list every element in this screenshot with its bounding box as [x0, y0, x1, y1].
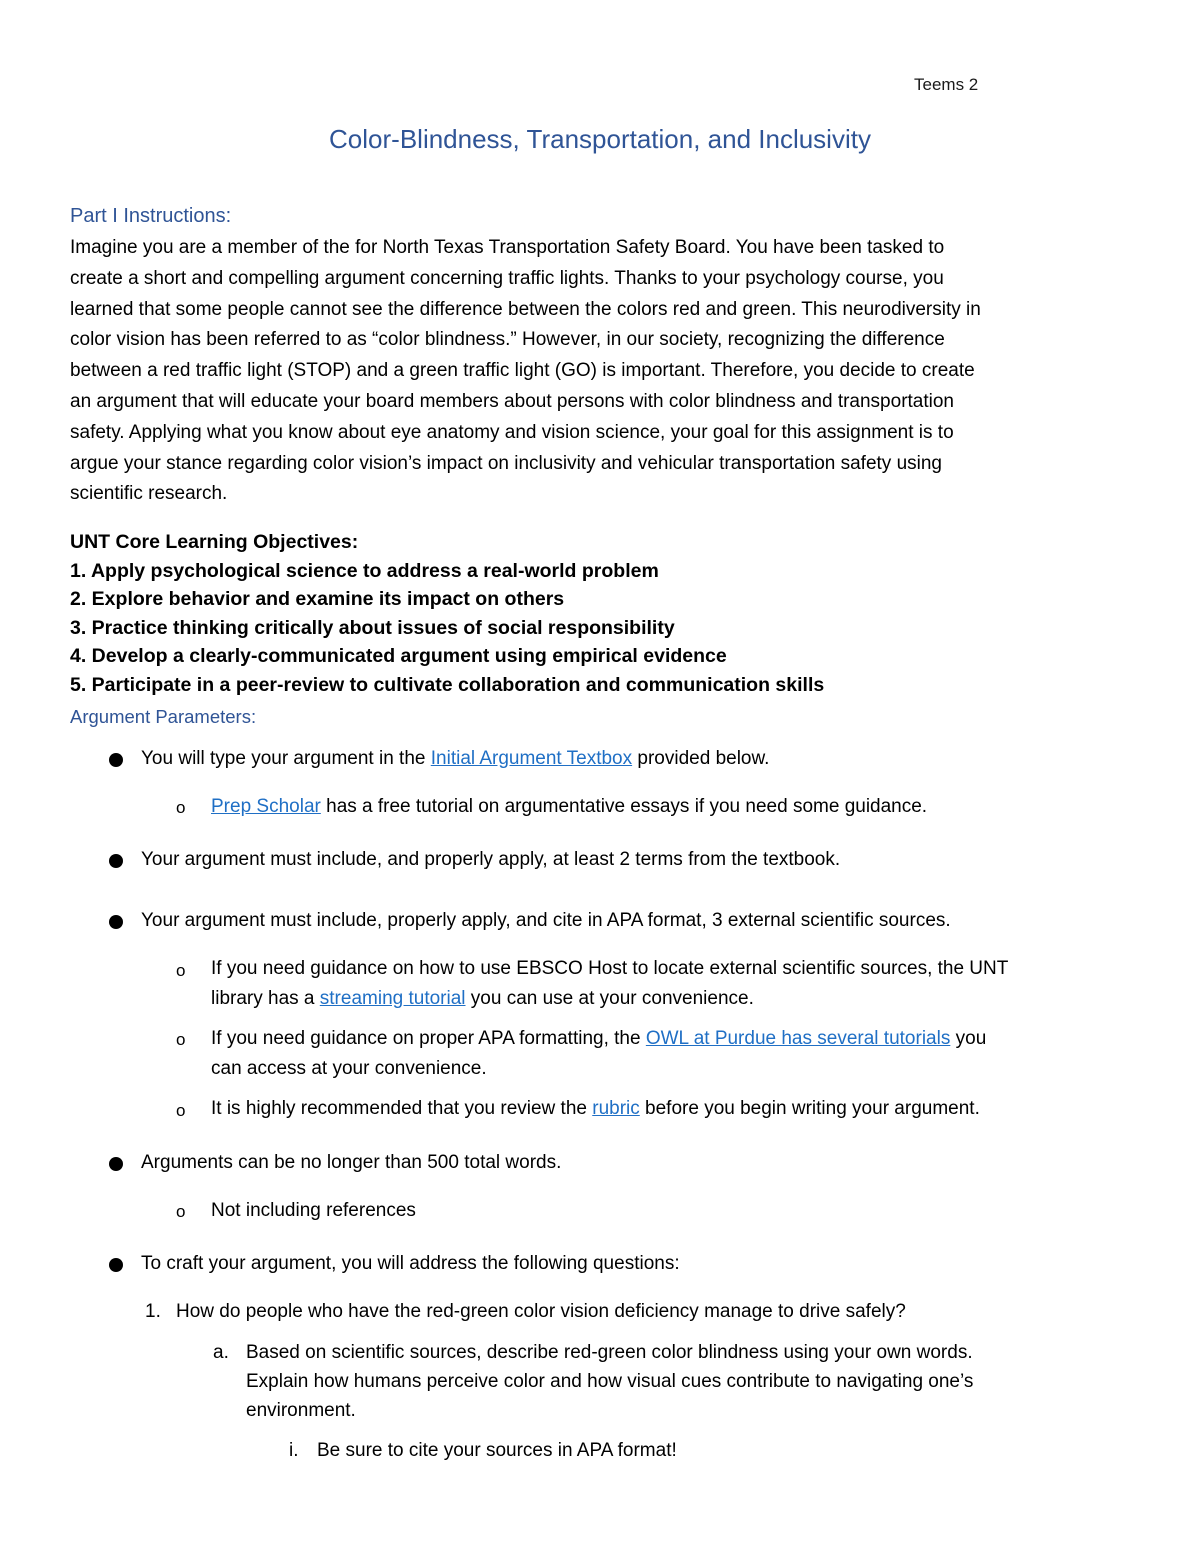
- bullet-dot-icon: [109, 854, 123, 868]
- objective-item: 1. Apply psychological science to address a real-world problem: [70, 559, 659, 582]
- circle-bullet-icon: o: [176, 1030, 186, 1049]
- subbullet-apa-line1: If you need guidance on proper APA formatting, the OWL at Purdue has several tutorials you: [211, 1028, 987, 1049]
- owl-purdue-link[interactable]: OWL at Purdue has several tutorials: [645, 1028, 951, 1049]
- subquestion-a-line: Explain how humans perceive color and how visual cues contribute to navigating one’s: [246, 1371, 974, 1392]
- objectives-heading: UNT Core Learning Objectives:: [70, 531, 359, 553]
- instructions-line: create a short and compelling argument concerning traffic lights. Thanks to your psychology course, you: [70, 267, 944, 289]
- page-header-label: Teems 2: [914, 75, 979, 94]
- document-title: Color-Blindness, Transportation, and Inclusivity: [329, 124, 871, 154]
- bullet-textbook-terms: Your argument must include, and properly apply, at least 2 terms from the textbook.: [141, 849, 841, 870]
- bullet-dot-icon: [109, 753, 123, 767]
- bullet-dot-icon: [109, 915, 123, 929]
- objective-item: 5. Participate in a peer-review to cultivate collaboration and communication skills: [70, 673, 825, 696]
- part1-heading: Part I Instructions:: [70, 205, 232, 227]
- subquestion-letter: a.: [213, 1342, 229, 1363]
- circle-bullet-icon: o: [176, 961, 186, 980]
- question-number: 1.: [145, 1301, 161, 1322]
- circle-bullet-icon: o: [176, 1202, 186, 1221]
- instructions-line: scientific research.: [70, 483, 228, 505]
- subbullet-references: Not including references: [211, 1200, 416, 1221]
- subbullet-rubric: It is highly recommended that you review the rubric before you begin writing your argument.: [211, 1098, 980, 1119]
- bullet-dot-icon: [109, 1258, 123, 1272]
- subquestion-i: Be sure to cite your sources in APA format!: [317, 1440, 677, 1461]
- subquestion-a-line: environment.: [246, 1400, 356, 1421]
- circle-bullet-icon: o: [176, 798, 186, 817]
- rubric-link[interactable]: rubric: [592, 1098, 640, 1119]
- instructions-line: safety. Applying what you know about eye anatomy and vision science, your goal for this assignment is to: [70, 421, 954, 443]
- bullet-dot-icon: [109, 1157, 123, 1171]
- subquestion-roman: i.: [289, 1440, 299, 1461]
- subbullet-prep-scholar: Prep Scholar has a free tutorial on argumentative essays if you need some guidance.: [211, 796, 928, 817]
- parameters-heading: Argument Parameters:: [70, 706, 257, 727]
- instructions-line: argue your stance regarding color vision’s impact on inclusivity and vehicular transportation safety using: [70, 452, 942, 474]
- subbullet-ebsco-line2: library has a streaming tutorial you can use at your convenience.: [211, 988, 754, 1009]
- objectives-block: [70, 528, 824, 700]
- streaming-tutorial-link[interactable]: streaming tutorial: [319, 988, 466, 1009]
- objective-item: 4. Develop a clearly-communicated argument using empirical evidence: [70, 645, 727, 668]
- instructions-line: Imagine you are a member of the for North Texas Transportation Safety Board. You have been tasked to: [70, 237, 945, 258]
- subbullet-ebsco-line1: If you need guidance on how to use EBSCO Host to locate external scientific sources, the UNT: [211, 958, 1009, 979]
- prep-scholar-link[interactable]: Prep Scholar: [211, 796, 321, 817]
- objective-item: 2. Explore behavior and examine its impact on others: [70, 588, 565, 611]
- bullet-external-sources: Your argument must include, properly apply, and cite in APA format, 3 external scientific sources.: [141, 910, 951, 931]
- instructions-line: between a red traffic light (STOP) and a green traffic light (GO) is important. Therefore, you decide to create: [70, 360, 975, 382]
- instructions-line: an argument that will educate your board members about persons with color blindness and transportation: [70, 390, 955, 412]
- initial-argument-textbox-link[interactable]: Initial Argument Textbox: [430, 748, 633, 769]
- instructions-line: color vision has been referred to as “color blindness.” However, in our society, recognizing the difference: [70, 329, 945, 351]
- subbullet-apa-line2: can access at your convenience.: [211, 1058, 487, 1079]
- objective-item: 3. Practice thinking critically about issues of social responsibility: [70, 616, 675, 639]
- circle-bullet-icon: o: [176, 1101, 186, 1120]
- subquestion-a-line: Based on scientific sources, describe red-green color blindness using your own words.: [246, 1342, 973, 1363]
- bullet-word-limit: Arguments can be no longer than 500 total words.: [141, 1152, 562, 1173]
- instructions-paragraph: [70, 233, 1120, 510]
- instructions-line: learned that some people cannot see the difference between the colors red and green. This neurodiversity in: [70, 298, 981, 320]
- bullet-initial-argument: You will type your argument in the Initial Argument Textbox provided below.: [141, 748, 770, 769]
- bullet-craft-argument: To craft your argument, you will address the following questions:: [141, 1253, 680, 1274]
- question-1: How do people who have the red-green color vision deficiency manage to drive safely?: [176, 1301, 906, 1322]
